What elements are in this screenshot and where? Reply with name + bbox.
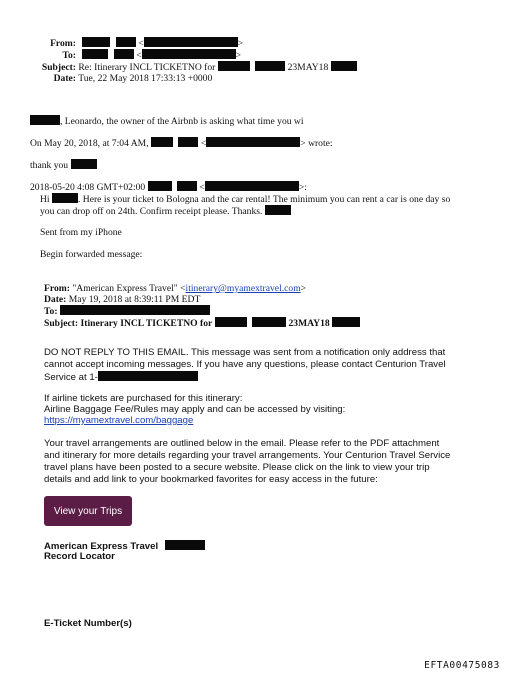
redaction — [148, 181, 172, 191]
fwd-to-label: To: — [44, 306, 58, 317]
amex-travel-label: American Express Travel — [44, 541, 159, 552]
eticket-heading: E-Ticket Number(s) — [44, 618, 132, 629]
redaction — [52, 193, 78, 203]
redaction — [82, 49, 108, 59]
from-label: From: — [50, 38, 76, 49]
begin-forwarded: Begin forwarded message: — [40, 249, 143, 260]
message-text-1: . Here is your ticket to Bologna and the car rental! The minimum you can rent a car is one day so — [78, 194, 451, 205]
thank-you-line — [30, 159, 97, 172]
redaction — [206, 137, 300, 147]
view-trips-button[interactable]: View your Trips — [44, 496, 132, 526]
date-value: Tue, 22 May 2018 17:33:13 +0000 — [78, 73, 213, 84]
redaction — [165, 540, 205, 550]
colon: : — [304, 182, 307, 193]
redaction — [265, 205, 291, 215]
record-locator-label: Record Locator — [44, 551, 115, 562]
angle-close: > — [298, 182, 305, 193]
angle-open: < — [138, 38, 144, 49]
notice-line-3 — [44, 371, 198, 384]
redaction — [82, 37, 110, 47]
angle-close: > — [300, 138, 306, 149]
redaction — [255, 61, 285, 71]
redaction — [60, 305, 210, 315]
travel-line-2: and itinerary for more details regarding your travel arrangements. Your Centurion Travel Service — [44, 450, 451, 461]
airline-line-2: Airline Baggage Fee/Rules may apply and can be accessed by visiting: — [44, 404, 346, 415]
redaction — [252, 317, 286, 327]
reply-line — [30, 115, 304, 128]
document-id: EFTA00475083 — [424, 660, 500, 671]
sent-from: Sent from my iPhone — [40, 227, 122, 238]
subject-code: 23MAY18 — [287, 62, 329, 73]
thank-you-text: thank you — [30, 160, 69, 171]
fwd-subject-code: 23MAY18 — [288, 318, 330, 329]
redaction — [215, 317, 247, 327]
fwd-date-value: May 19, 2018 at 8:39:11 PM EDT — [68, 294, 201, 305]
angle-open: < — [199, 182, 205, 193]
date-label: Date: — [53, 73, 76, 84]
redaction — [98, 371, 198, 381]
fwd-subject-row — [44, 317, 360, 330]
message-line-2 — [40, 205, 291, 218]
baggage-line — [44, 415, 193, 427]
fwd-from-label: From: — [44, 283, 70, 294]
fwd-from-name: "American Express Travel" — [72, 283, 178, 294]
redaction — [177, 181, 197, 191]
angle-open: < — [136, 50, 142, 61]
redaction — [331, 61, 357, 71]
fwd-from-email-link[interactable]: itinerary@myamextravel.com — [185, 283, 301, 294]
angle-close: > — [237, 38, 244, 49]
fwd-subject-label: Subject: — [44, 318, 79, 329]
airline-line-1: If airline tickets are purchased for this itinerary: — [44, 393, 243, 404]
travel-line-1: Your travel arrangements are outlined below in the email. Please refer to the PDF attachment — [44, 438, 440, 449]
subject-label: Subject: — [41, 62, 76, 73]
redaction — [144, 37, 238, 47]
angle-close: > — [235, 50, 242, 61]
redaction — [114, 49, 134, 59]
wrote-text: wrote: — [308, 138, 333, 149]
redaction — [142, 49, 236, 59]
to-label: To: — [62, 50, 76, 61]
redaction — [71, 159, 97, 169]
reply-text: , Leonardo, the owner of the Airbnb is asking what time you wi — [60, 116, 304, 127]
angle-close: > — [300, 283, 307, 294]
redaction — [151, 137, 173, 147]
redaction — [218, 61, 250, 71]
quote-date: 2018-05-20 4:08 GMT+02:00 — [30, 182, 146, 193]
notice-text-3: Service at 1- — [44, 372, 98, 383]
fwd-subject-text: Itinerary INCL TICKETNO for — [80, 318, 213, 329]
header-date-row — [20, 73, 212, 85]
travel-line-4: details and add link to your bookmarked favorites for easy access in the future: — [44, 474, 378, 485]
notice-line-2: cannot accept incoming messages. If you have any questions, please contact Centurion Travel — [44, 359, 446, 370]
on-wrote-line — [30, 137, 333, 150]
redaction — [116, 37, 136, 47]
redaction — [332, 317, 360, 327]
redaction — [205, 181, 299, 191]
travel-line-3: travel plans have been posted to a secure website. Please click on the link to view your trip — [44, 462, 430, 473]
angle-open: < — [200, 138, 207, 149]
baggage-link[interactable]: https://myamextravel.com/baggage — [44, 415, 194, 426]
hi-text: Hi — [40, 194, 50, 205]
on-date: On May 20, 2018, at 7:04 AM, — [30, 138, 149, 149]
redaction — [178, 137, 198, 147]
subject-text: Re: Itinerary INCL TICKETNO for — [78, 62, 216, 73]
redaction — [30, 115, 60, 125]
fwd-date-label: Date: — [44, 294, 67, 305]
notice-line-1: DO NOT REPLY TO THIS EMAIL. This message was sent from a notification only address that — [44, 347, 446, 358]
message-text-2: you can drop off on 24th. Confirm receipt please. Thanks. — [40, 206, 263, 217]
angle-open: < — [180, 283, 186, 294]
